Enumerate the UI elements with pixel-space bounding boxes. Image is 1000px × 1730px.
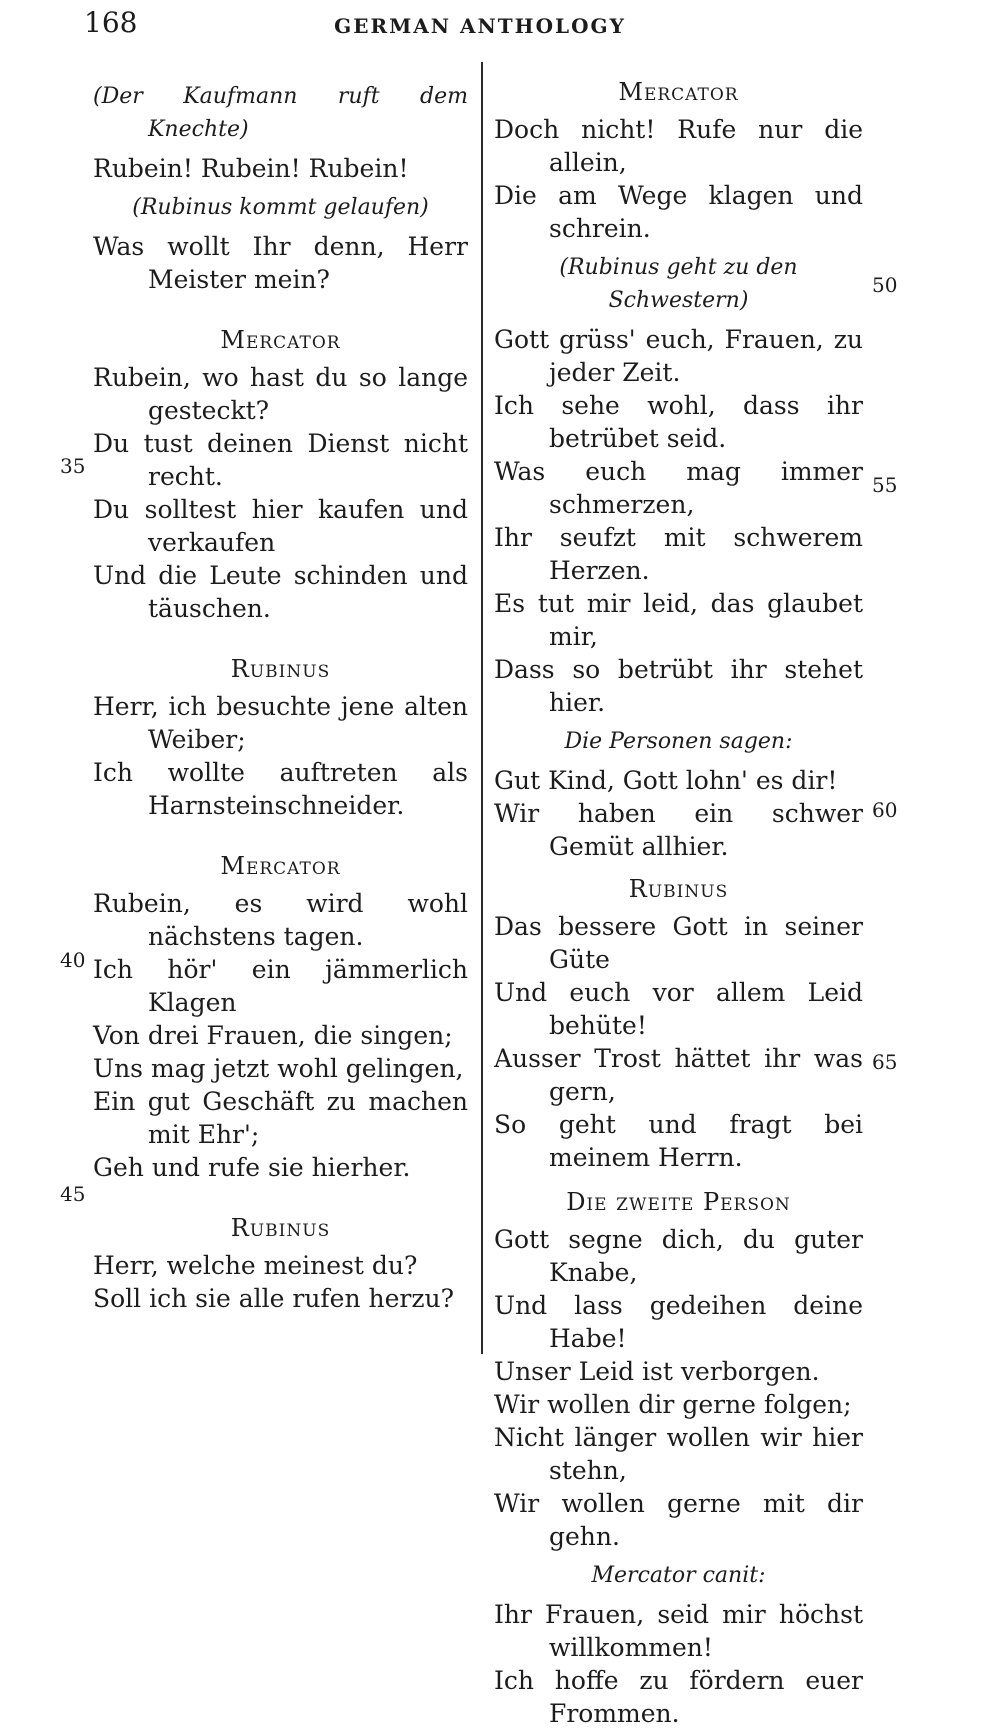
page-number: 168 <box>84 6 138 39</box>
verse-line: Was wollt Ihr denn, Herr Meister mein? <box>93 232 468 294</box>
verse-line: Wir wollen dir gerne folgen; <box>494 1390 852 1419</box>
line-number: 45 <box>60 1182 86 1206</box>
verse-line: So geht und fragt bei meinem Herrn. <box>494 1110 863 1172</box>
verse-line: Wir haben ein schwer Gemüt allhier. <box>494 799 863 861</box>
verse-line: Von drei Frauen, die singen; <box>93 1021 453 1050</box>
verse-line: Soll ich sie alle rufen herzu? <box>93 1284 455 1313</box>
verse-line: Gut Kind, Gott lohn' es dir! <box>494 766 838 795</box>
verse-line: Rubein! Rubein! Rubein! <box>93 154 409 183</box>
verse-line: Gott segne dich, du guter Knabe, <box>494 1225 863 1287</box>
speaker-name: Rubinus <box>628 875 729 903</box>
line-number: 40 <box>60 948 86 972</box>
line-number: 35 <box>60 454 86 478</box>
verse-line: Und die Leute schinden und täuschen. <box>93 561 468 623</box>
verse-line: Ihr Frauen, seid mir höchst willkommen! <box>494 1600 863 1662</box>
stage-direction: Mercator canit: <box>591 1563 766 1588</box>
line-number: 50 <box>872 273 898 297</box>
speaker-name: Rubinus <box>230 1214 331 1242</box>
verse-line: Uns mag jetzt wohl gelingen, <box>93 1054 464 1083</box>
verse-line: Dass so betrübt ihr stehet hier. <box>494 655 863 717</box>
verse-line: Geh und rufe sie hierher. <box>93 1153 411 1182</box>
line-number: 60 <box>872 798 898 822</box>
stage-line-1: (Der Kaufmann ruft dem <box>93 84 468 109</box>
right-column <box>494 74 863 1730</box>
verse-line: Du solltest hier kaufen und verkaufen <box>93 495 468 557</box>
verse-line: Es tut mir leid, das glaubet mir, <box>494 589 863 651</box>
verse-line: Was euch mag immer schmerzen, <box>494 457 863 519</box>
line-number: 55 <box>872 473 898 497</box>
speaker-name: Die zweite Person <box>566 1188 791 1216</box>
verse-line: Und euch vor allem Leid behüte! <box>494 978 863 1040</box>
verse-line: Du tust deinen Dienst nicht recht. <box>93 429 468 491</box>
stage-direction: (Rubinus kommt gelaufen) <box>132 195 429 220</box>
verse-line: Rubein, es wird wohl nächstens tagen. <box>93 889 468 951</box>
line-number: 65 <box>872 1050 898 1074</box>
verse-line: Ich hör' ein jämmerlich Klagen <box>93 955 468 1017</box>
verse-line: Herr, welche meinest du? <box>93 1251 418 1280</box>
verse-line: Ich wollte auftreten als Harnsteinschneider. <box>93 758 468 820</box>
verse-line: Unser Leid ist verborgen. <box>494 1357 820 1386</box>
stage-direction <box>93 80 468 146</box>
verse-line: Ihr seufzt mit schwerem Herzen. <box>494 523 863 585</box>
speaker-name: Rubinus <box>230 655 331 683</box>
stage-direction: (Rubinus geht zu den Schwestern) <box>559 255 798 313</box>
verse-line: Ich hoffe zu fördern euer Frommen. <box>494 1666 863 1728</box>
verse-line: Nicht länger wollen wir hier stehn, <box>494 1423 863 1485</box>
speaker-name: Mercator <box>220 852 341 880</box>
speaker-name: Mercator <box>220 326 341 354</box>
stage-line-2: Knechte) <box>148 117 249 142</box>
verse-line: Herr, ich besuchte jene alten Weiber; <box>93 692 468 754</box>
column-rule <box>481 62 483 1354</box>
verse-line: Ich sehe wohl, dass ihr betrübet seid. <box>494 391 863 453</box>
verse-line: Ein gut Geschäft zu machen mit Ehr'; <box>93 1087 468 1149</box>
verse-line: Ausser Trost hättet ihr was gern, <box>494 1044 863 1106</box>
verse-line: Und lass gedeihen deine Habe! <box>494 1291 863 1353</box>
verse-line: Die am Wege klagen und schrein. <box>494 181 863 243</box>
verse-line: Doch nicht! Rufe nur die allein, <box>494 115 863 177</box>
running-head: GERMAN ANTHOLOGY <box>334 14 626 38</box>
verse-line: Das bessere Gott in seiner Güte <box>494 912 863 974</box>
stage-direction: Die Personen sagen: <box>564 729 793 754</box>
speaker-name: Mercator <box>618 78 739 106</box>
left-column <box>93 74 468 1315</box>
verse-line: Wir wollen gerne mit dir gehn. <box>494 1489 863 1551</box>
verse-line: Rubein, wo hast du so lange gesteckt? <box>93 363 468 425</box>
verse-line: Gott grüss' euch, Frauen, zu jeder Zeit. <box>494 325 863 387</box>
